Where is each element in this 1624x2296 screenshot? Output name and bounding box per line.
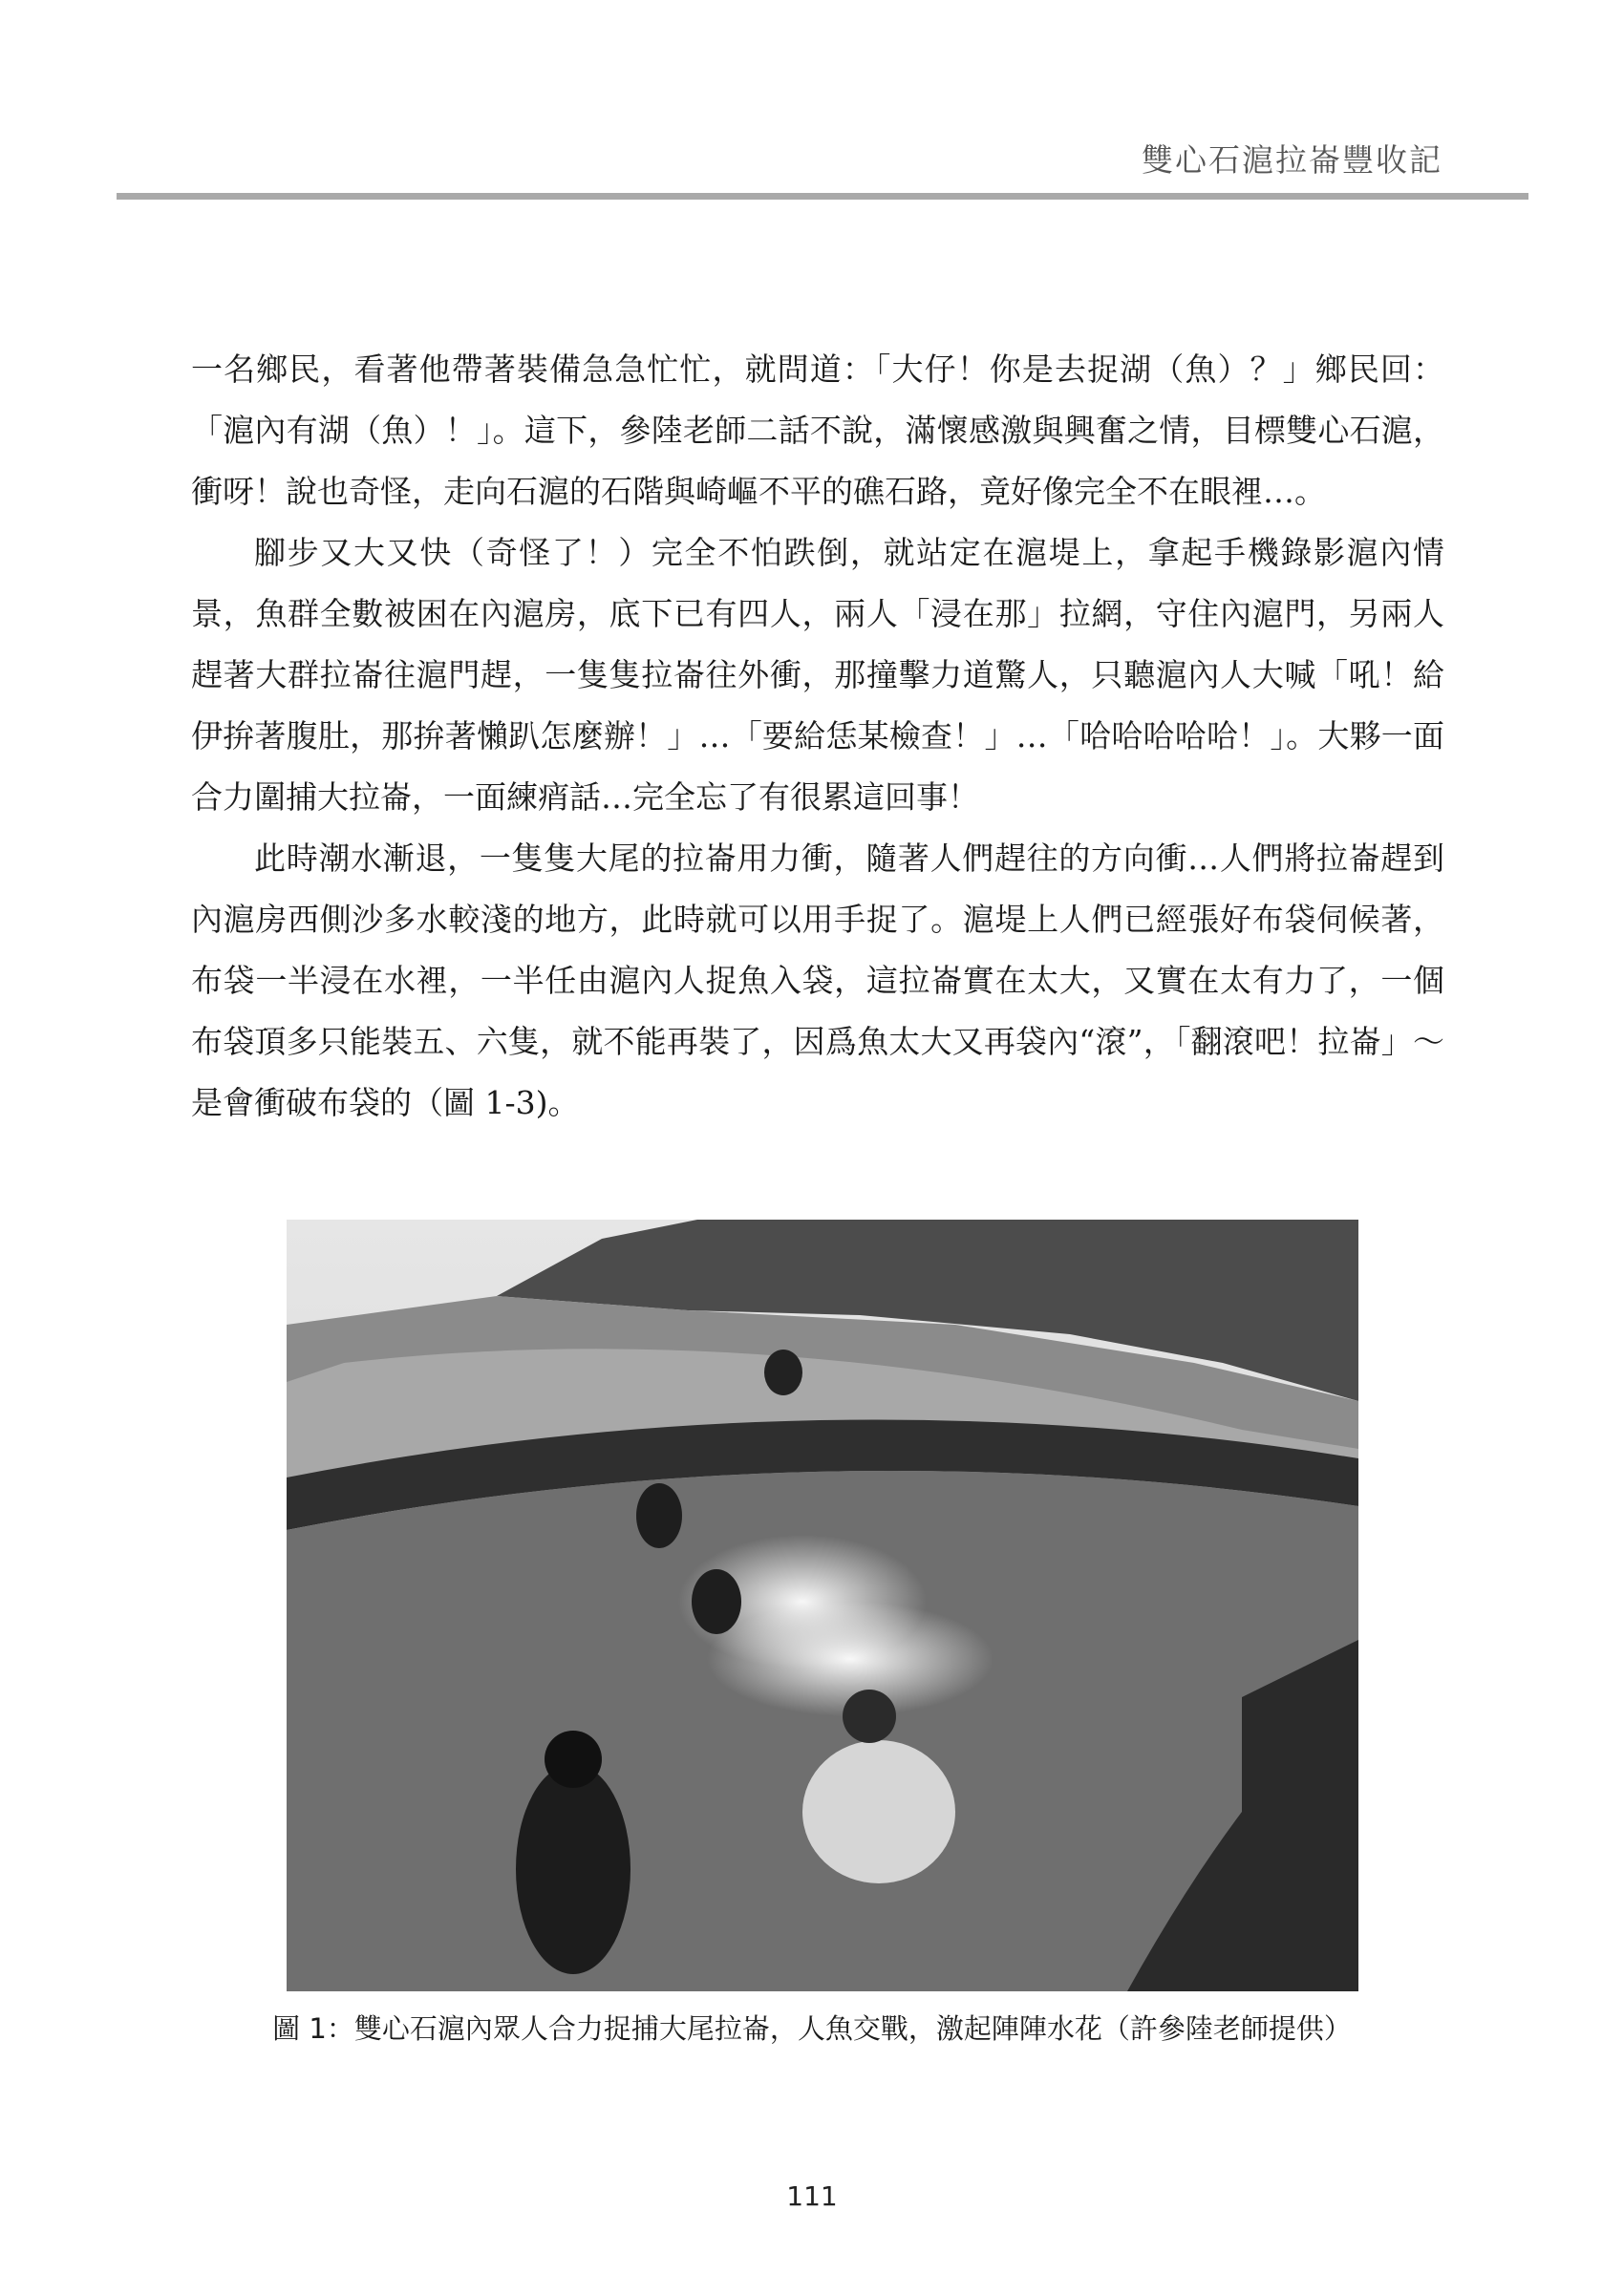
running-header-title: 雙心石滬拉崙豐收記 xyxy=(1142,141,1442,179)
swimmer-1 xyxy=(636,1483,682,1548)
paragraph-1: 一名鄉民，看著他帶著裝備急急忙忙，就問道：「大仔！你是去捉湖（魚）？」鄉民回：「滬內有湖（魚）！」。這下，參陸老師二話不說，滿懷感激與興奮之情，目標雙心石滬，衝呀！說也奇怪，走向石滬的石階與崎嶇不平的礁石路，竟好像完全不在眼裡…。 xyxy=(191,351,1444,510)
fisher-3 xyxy=(802,1740,955,1883)
body-text xyxy=(191,339,1444,1134)
page-number: 111 xyxy=(786,2180,838,2212)
figure-caption: 圖 1：雙心石滬內眾人合力捉捕大尾拉崙，人魚交戰，激起陣陣水花（許參陸老師提供） xyxy=(272,2012,1352,2045)
fisher-4 xyxy=(516,1764,630,1974)
paragraph-2: 腳步又大又快（奇怪了！）完全不怕跌倒，就站定在滬堤上，拿起手機錄影滬內情景，魚群全數被困在內滬房，底下已有四人，兩人「浸在那」拉網，守住內滬門，另兩人趕著大群拉崙往滬門趕，一隻隻拉崙往外衝，那撞擊力道驚人，只聽滬內人大喊「吼！給伊拚著腹肚，那拚著懶趴怎麼辦！」…「要給恁某檢查！」…「哈哈哈哈哈！」。大夥一面合力圍捕大拉崙，一面練痟話…完全忘了有很累這回事！ xyxy=(191,534,1444,816)
person-on-weir xyxy=(764,1350,802,1395)
header-rule xyxy=(117,193,1528,200)
paragraph-3: 此時潮水漸退，一隻隻大尾的拉崙用力衝，隨著人們趕往的方向衝…人們將拉崙趕到內滬房西側沙多水較淺的地方，此時就可以用手捉了。滬堤上人們已經張好布袋伺候著，布袋一半浸在水裡，一半任由滬內人捉魚入袋，這拉崙實在太大，又實在太有力了，一個布袋頂多只能裝五、六隻，就不能再裝了，因爲魚太大又再袋內“滾”，「翻滾吧！拉崙」～是會衝破布袋的（圖 1-3)。 xyxy=(191,840,1444,1121)
swimmer-2 xyxy=(692,1569,741,1634)
figure-photo xyxy=(287,1220,1358,1991)
